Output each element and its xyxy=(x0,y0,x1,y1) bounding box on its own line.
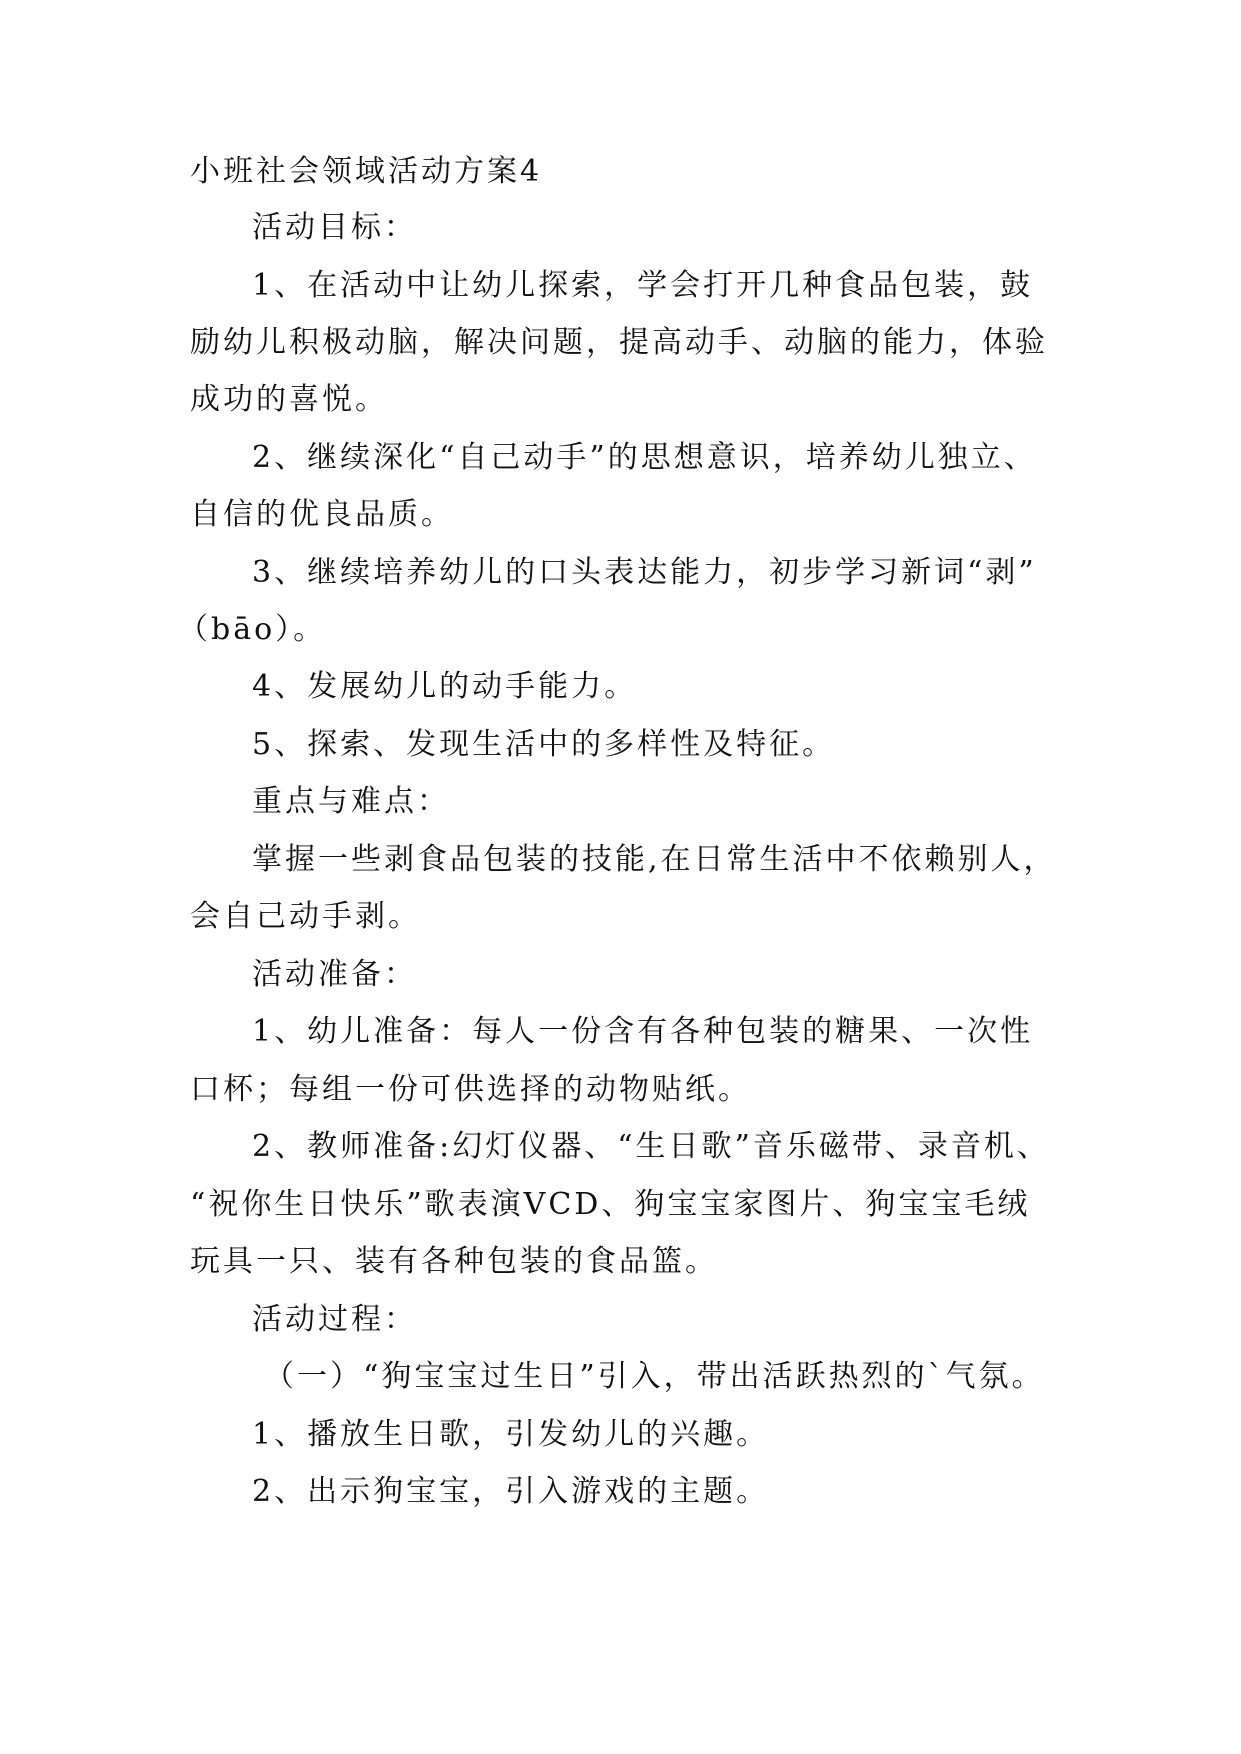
paragraph-line: 2、继续深化“自己动手”的思想意识，培养幼儿独立、 xyxy=(252,440,1037,475)
paragraph-line: 玩具一只、装有各种包装的食品篮。 xyxy=(190,1244,718,1279)
paragraph-line: 自信的优良品质。 xyxy=(190,497,454,532)
heading-activity-goals: 活动目标： xyxy=(252,210,417,245)
heading-key-difficulties: 重点与难点： xyxy=(252,784,450,819)
paragraph-line: 2、教师准备:幻灯仪器、“生日歌”音乐磁带、录音机、 xyxy=(252,1129,1050,1164)
paragraph-line: 口杯；每组一份可供选择的动物贴纸。 xyxy=(190,1072,751,1107)
paragraph-line: 3、继续培养幼儿的口头表达能力，初步学习新词“剥” xyxy=(252,555,1037,590)
paragraph-line: 1、播放生日歌，引发幼儿的兴趣。 xyxy=(252,1417,770,1452)
paragraph-line: 成功的喜悦。 xyxy=(190,382,388,417)
paragraph-line: （bāo）。 xyxy=(178,612,327,647)
paragraph-line: 1、幼儿准备：每人一份含有各种包装的糖果、一次性 xyxy=(252,1014,1034,1049)
paragraph-line: 1、在活动中让幼儿探索，学会打开几种食品包装，鼓 xyxy=(252,268,1034,303)
heading-activity-process: 活动过程： xyxy=(252,1302,417,1337)
heading-activity-preparation: 活动准备： xyxy=(252,957,417,992)
paragraph-line: “祝你生日快乐”歌表演VCD、狗宝宝家图片、狗宝宝毛绒 xyxy=(190,1187,1031,1222)
paragraph-line: 励幼儿积极动脑，解决问题，提高动手、动脑的能力，体验 xyxy=(190,325,1048,360)
paragraph-line: 会自己动手剥。 xyxy=(190,899,421,934)
paragraph-line: 5、探索、发现生活中的多样性及特征。 xyxy=(252,727,836,762)
paragraph-line: 2、出示狗宝宝，引入游戏的主题。 xyxy=(252,1474,770,1509)
paragraph-line: 4、发展幼儿的动手能力。 xyxy=(252,669,638,704)
paragraph-line: 掌握一些剥食品包装的技能,在日常生活中不依赖别人， xyxy=(252,842,1057,877)
paragraph-line: （一）“狗宝宝过生日”引入，带出活跃热烈的`气氛。 xyxy=(264,1359,1045,1394)
document-title: 小班社会领域活动方案4 xyxy=(190,154,543,189)
